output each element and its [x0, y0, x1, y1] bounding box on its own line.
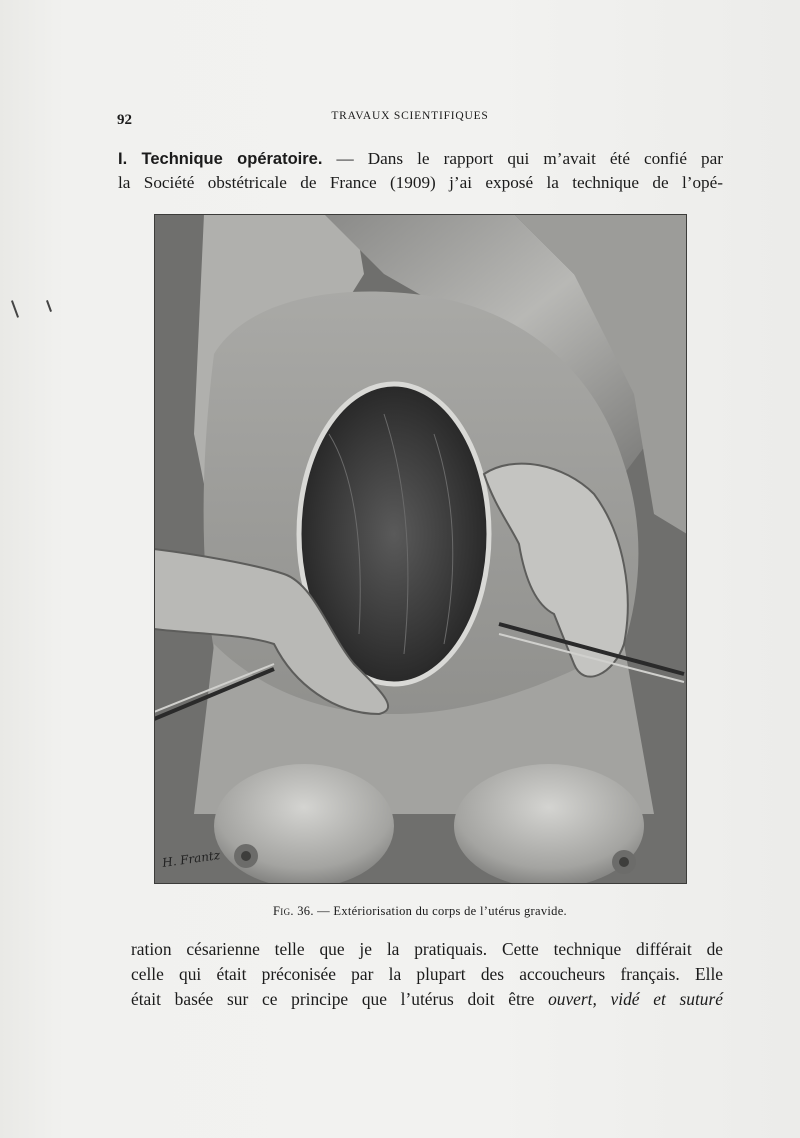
body-line2: celle qui était préconisée par la plupart des accoucheurs français. Elle	[131, 964, 723, 984]
running-head: TRAVAUX SCIENTIFIQUES	[331, 110, 489, 122]
intro-line1-text: — Dans le rapport qui m’avait été confié par	[322, 149, 723, 168]
margin-mark	[46, 300, 52, 312]
section-title: I. Technique opératoire.	[118, 150, 323, 168]
body-line3-italic: ouvert, vidé et suturé	[548, 989, 723, 1009]
body-line3-prefix: était basée sur ce principe que l’utérus doit être	[131, 989, 549, 1009]
margin-mark	[11, 300, 19, 318]
page-number: 92	[117, 112, 132, 128]
figure-label: Fig. 36.	[273, 904, 314, 918]
intro-line2-text: la Société obstétricale de France (1909) j’ai exposé la technique de l’opé-	[118, 173, 723, 192]
body-paragraph	[131, 937, 723, 1012]
surgical-illustration	[154, 214, 687, 884]
intro-paragraph	[118, 147, 723, 194]
body-line1: ration césarienne telle que je la pratiquais. Cette technique différait de	[131, 939, 723, 959]
artist-signature: H. Frantz	[161, 848, 221, 870]
figure-caption	[190, 904, 650, 919]
figure-caption-text: — Extériorisation du corps de l’utérus gravide.	[313, 904, 567, 918]
